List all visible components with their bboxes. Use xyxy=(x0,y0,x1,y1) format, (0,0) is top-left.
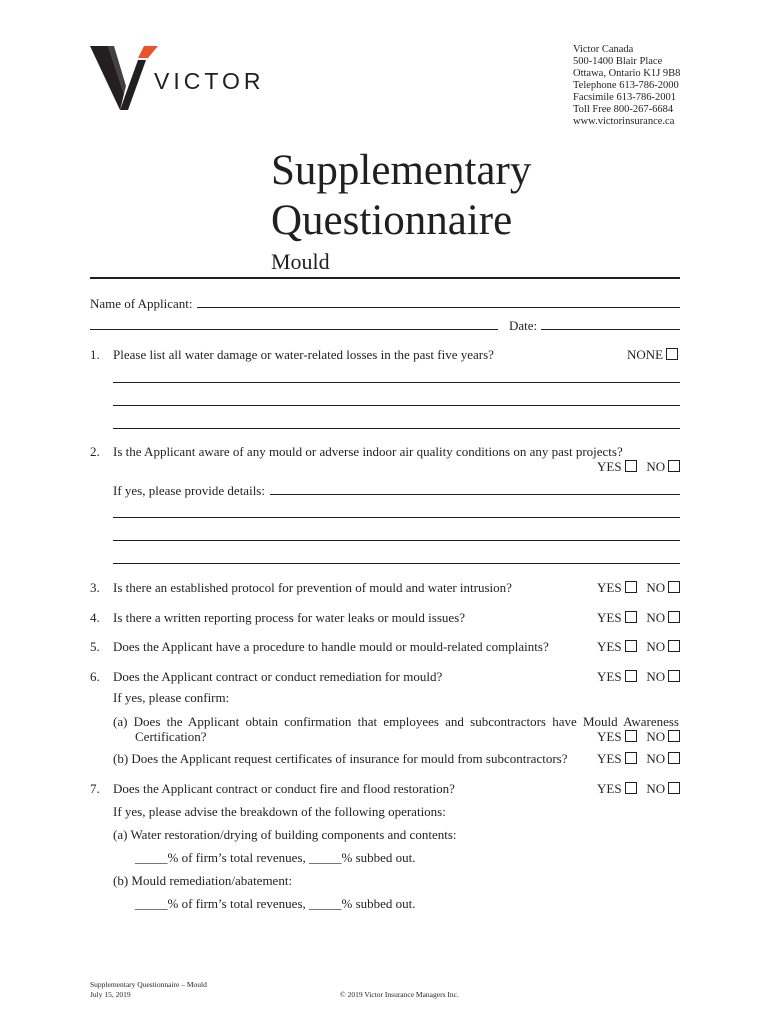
victor-wordmark: VICTOR xyxy=(154,68,265,94)
page-subtitle: Mould xyxy=(271,249,330,274)
no-label: NO xyxy=(646,459,666,474)
question-5-text: Does the Applicant have a procedure to handle mould or mould-related complaints? xyxy=(113,639,549,654)
yes-label: YES xyxy=(597,669,622,684)
yes-label: YES xyxy=(597,729,622,744)
no-checkbox[interactable] xyxy=(668,752,680,764)
none-label: NONE xyxy=(627,347,664,362)
no-checkbox[interactable] xyxy=(668,611,680,623)
yes-checkbox[interactable] xyxy=(625,730,637,742)
no-checkbox[interactable] xyxy=(668,460,680,472)
applicant-name-field[interactable] xyxy=(197,307,680,308)
question-7b-percent-field[interactable]: _____% of firm’s total revenues, _____% subbed out. xyxy=(135,896,416,911)
question-7b-text: (b) Mould remediation/abatement: xyxy=(113,873,293,888)
no-label: NO xyxy=(646,751,666,766)
yes-label: YES xyxy=(597,459,622,474)
question-number: 6. xyxy=(90,669,100,684)
question-3-text: Is there an established protocol for prevention of mould and water intrusion? xyxy=(113,580,512,595)
question-7a-percent-field[interactable]: _____% of firm’s total revenues, _____% subbed out. xyxy=(135,850,416,865)
applicant-name-field-line2[interactable] xyxy=(90,329,498,330)
answer-line[interactable] xyxy=(113,563,680,564)
address-line: Victor Canada xyxy=(573,44,634,55)
question-6-text: Does the Applicant contract or conduct remediation for mould? xyxy=(113,669,443,684)
advise-label: If yes, please advise the breakdown of the following operations: xyxy=(113,804,446,819)
title-line: Supplementary xyxy=(271,147,532,194)
no-label: NO xyxy=(646,729,666,744)
company-address xyxy=(573,44,680,128)
no-checkbox[interactable] xyxy=(668,640,680,652)
no-checkbox[interactable] xyxy=(668,782,680,794)
no-label: NO xyxy=(646,580,666,595)
date-label: Date: xyxy=(509,318,538,333)
yes-no-q4 xyxy=(597,610,680,626)
question-number: 1. xyxy=(90,347,100,362)
yes-label: YES xyxy=(597,580,622,595)
title-line: Questionnaire xyxy=(271,197,513,244)
yes-checkbox[interactable] xyxy=(625,670,637,682)
date-field[interactable] xyxy=(541,329,680,330)
none-option xyxy=(627,347,678,363)
yes-no-q6a xyxy=(597,729,680,745)
footer-date: July 15, 2019 xyxy=(90,990,131,999)
answer-line[interactable] xyxy=(113,405,680,406)
no-label: NO xyxy=(646,639,666,654)
question-1-text: Please list all water damage or water-related losses in the past five years? xyxy=(113,347,494,362)
no-checkbox[interactable] xyxy=(668,730,680,742)
question-6a-text: (a) Does the Applicant obtain confirmation that employees and subcontractors have Mould Awareness xyxy=(113,714,679,729)
yes-checkbox[interactable] xyxy=(625,782,637,794)
none-checkbox[interactable] xyxy=(666,348,678,360)
question-number: 2. xyxy=(90,444,100,459)
footer-doc-name: Supplementary Questionnaire – Mould xyxy=(90,980,207,989)
address-line: Ottawa, Ontario K1J 9B8 xyxy=(573,68,681,79)
yes-label: YES xyxy=(597,781,622,796)
yes-checkbox[interactable] xyxy=(625,460,637,472)
no-label: NO xyxy=(646,669,666,684)
applicant-label: Name of Applicant: xyxy=(90,296,193,311)
yes-checkbox[interactable] xyxy=(625,581,637,593)
address-line: Facsimile 613-786-2001 xyxy=(573,92,676,103)
no-checkbox[interactable] xyxy=(668,670,680,682)
victor-logo xyxy=(88,44,278,116)
question-number: 4. xyxy=(90,610,100,625)
no-checkbox[interactable] xyxy=(668,581,680,593)
yes-no-q5 xyxy=(597,639,680,655)
answer-line[interactable] xyxy=(270,494,680,495)
question-number: 7. xyxy=(90,781,100,796)
address-line: Toll Free 800-267-6684 xyxy=(573,104,674,115)
header-divider xyxy=(90,277,680,279)
address-line: 500-1400 Blair Place xyxy=(573,56,663,67)
yes-checkbox[interactable] xyxy=(625,611,637,623)
question-4-text: Is there a written reporting process for water leaks or mould issues? xyxy=(113,610,465,625)
yes-no-q7 xyxy=(597,781,680,797)
page-title xyxy=(271,146,531,246)
question-number: 5. xyxy=(90,639,100,654)
address-line: Telephone 613-786-2000 xyxy=(573,80,679,91)
question-7a-text: (a) Water restoration/drying of building components and contents: xyxy=(113,827,457,842)
yes-no-q2 xyxy=(597,459,680,475)
question-2-text: Is the Applicant aware of any mould or adverse indoor air quality conditions on any past projects? xyxy=(113,444,623,459)
details-label: If yes, please provide details: xyxy=(113,483,265,498)
question-7-text: Does the Applicant contract or conduct fire and flood restoration? xyxy=(113,781,455,796)
yes-no-q6b xyxy=(597,751,680,767)
question-6b-text: (b) Does the Applicant request certificates of insurance for mould from subcontractors? xyxy=(113,751,568,766)
yes-no-q3 xyxy=(597,580,680,596)
yes-label: YES xyxy=(597,639,622,654)
footer-copyright: © 2019 Victor Insurance Managers Inc. xyxy=(340,990,459,999)
yes-label: YES xyxy=(597,610,622,625)
confirm-label: If yes, please confirm: xyxy=(113,690,230,705)
no-label: NO xyxy=(646,610,666,625)
yes-label: YES xyxy=(597,751,622,766)
answer-line[interactable] xyxy=(113,382,680,383)
no-label: NO xyxy=(646,781,666,796)
question-6a-text-cont: Certification? xyxy=(135,729,207,744)
yes-checkbox[interactable] xyxy=(625,640,637,652)
website-link[interactable]: www.victorinsurance.ca xyxy=(573,116,675,127)
footer-left xyxy=(90,980,207,1000)
answer-line[interactable] xyxy=(113,428,680,429)
answer-line[interactable] xyxy=(113,540,680,541)
yes-no-q6 xyxy=(597,669,680,685)
answer-line[interactable] xyxy=(113,517,680,518)
yes-checkbox[interactable] xyxy=(625,752,637,764)
victor-logo-mark-icon xyxy=(88,44,158,116)
question-number: 3. xyxy=(90,580,100,595)
